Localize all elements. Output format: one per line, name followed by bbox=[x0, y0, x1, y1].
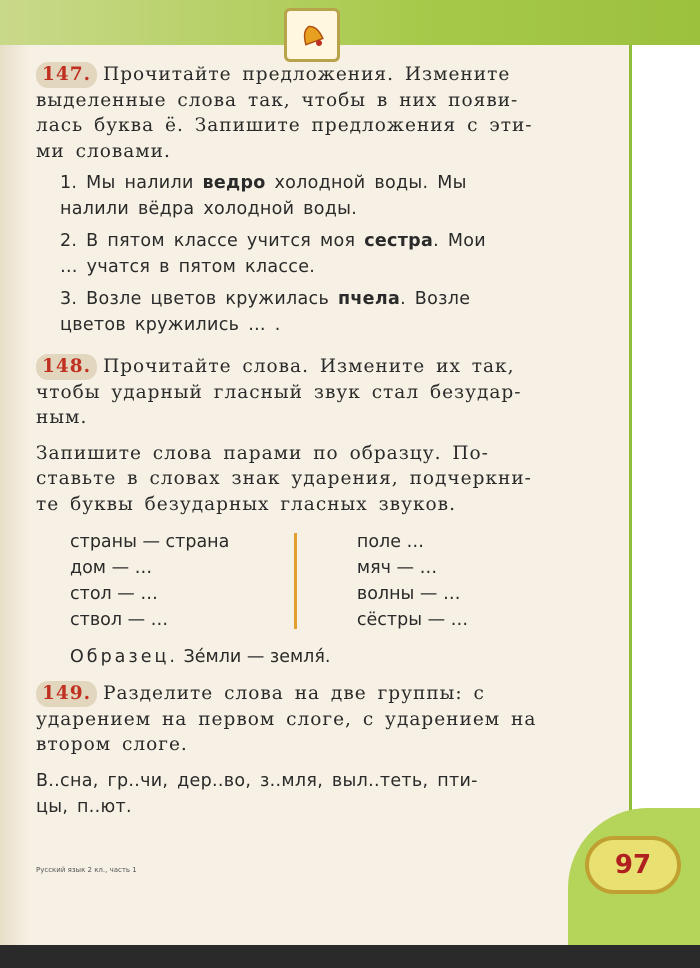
sample-line: Образец. Зе́мли — земля́. bbox=[70, 647, 331, 667]
page-number: 97 bbox=[585, 836, 681, 894]
word-column-right bbox=[357, 529, 581, 633]
left-edge-shade bbox=[0, 45, 30, 945]
margin-rule bbox=[629, 45, 632, 865]
sentence-item: 2. В пятом классе учится моя сестра. Мои … учатся в пятом классе. bbox=[60, 231, 486, 277]
exercise-148: 148. Прочитайте слова. Измените их так, чтобы ударный гласный звук стал безудар- ным. Запишите слова парами по образцу. По- ставьте в словах знак ударения, подчеркни- те буквы безударных гласных звуков. страны — страна дом — … стол — … ствол — … поле … мяч — … волны — … сёстры — … Образец. Зе́мли — земля́. bbox=[36, 354, 581, 667]
page-content bbox=[36, 62, 581, 820]
sentence-item: 3. Возле цветов кружилась пчела. Возле цветов кружились … . bbox=[60, 289, 471, 335]
column-divider bbox=[294, 533, 297, 629]
footer-note: Русский язык 2 кл., часть 1 bbox=[36, 866, 137, 874]
word-pair: сёстры — … bbox=[356, 610, 469, 630]
word-column-left bbox=[70, 529, 294, 633]
word-pair: волны — … bbox=[356, 584, 461, 604]
word-list: В..сна, гр..чи, дер..во, з..мля, выл..теть, пти- цы, п..ют. bbox=[36, 770, 478, 817]
exercise-number: 148. bbox=[36, 354, 97, 380]
top-band bbox=[0, 0, 700, 45]
word-pair: стол — … bbox=[70, 584, 158, 604]
word-pair: ствол — … bbox=[70, 610, 169, 630]
exercise-number: 149. bbox=[36, 681, 97, 707]
bell-icon bbox=[284, 8, 340, 62]
word-pairs bbox=[70, 529, 581, 633]
word-pair: мяч — … bbox=[356, 558, 438, 578]
word-pair: поле … bbox=[356, 532, 425, 552]
sentence-item: 1. Мы налили ведро холодной воды. Мы налили вёдра холодной воды. bbox=[60, 173, 467, 219]
exercise-147: 147. Прочитайте предложения. Измените выделенные слова так, чтобы в них появи- лась буква ё. Запишите предложения с эти- ми словами. 1. Мы налили ведро холодной воды. Мы налили вёдра холодной воды. 2. В пятом классе учится моя сестра. Мои … учатся в пятом классе. 3. Возле цветов кружилась пчела. Возле цветов кружились … . bbox=[36, 62, 581, 338]
bottom-edge bbox=[0, 945, 700, 968]
word-pair: дом — … bbox=[70, 558, 153, 578]
exercise-149: 149. Разделите слова на две группы: с ударением на первом слоге, с ударением на втором слоге. В..сна, гр..чи, дер..во, з..мля, выл..теть, пти- цы, п..ют. bbox=[36, 681, 581, 820]
word-pair: страны — страна bbox=[70, 532, 230, 552]
exercise-number: 147. bbox=[36, 62, 97, 88]
